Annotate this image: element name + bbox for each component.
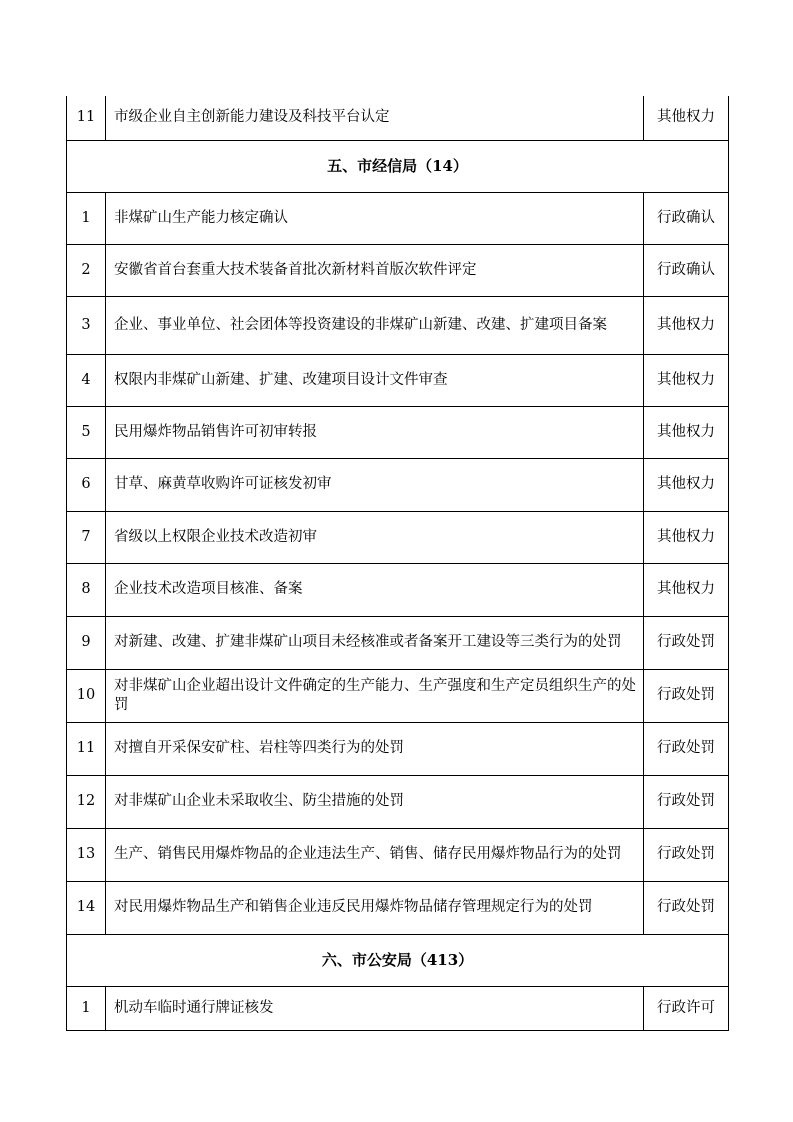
power-item-name: 非煤矿山生产能力核定确认: [106, 192, 644, 244]
power-item-name: 企业技术改造项目核准、备案: [106, 563, 644, 616]
power-type: 行政处罚: [644, 616, 729, 669]
power-type: 其他权力: [644, 406, 729, 458]
power-type: 其他权力: [644, 96, 729, 140]
section-header-row: [67, 934, 729, 986]
row-number: 1: [67, 986, 106, 1030]
power-item-name: 权限内非煤矿山新建、扩建、改建项目设计文件审查: [106, 354, 644, 406]
table-row: [67, 354, 729, 406]
row-number: 6: [67, 458, 106, 511]
power-type: 其他权力: [644, 354, 729, 406]
power-item-name: 对新建、改建、扩建非煤矿山项目未经核准或者备案开工建设等三类行为的处罚: [106, 616, 644, 669]
section-header-row: [67, 140, 729, 192]
table-row: [67, 986, 729, 1030]
power-type: 行政处罚: [644, 775, 729, 828]
table-row: [67, 244, 729, 296]
row-number: 2: [67, 244, 106, 296]
power-type: 行政确认: [644, 192, 729, 244]
power-type: 行政确认: [644, 244, 729, 296]
power-type: 行政处罚: [644, 881, 729, 934]
table-row: [67, 192, 729, 244]
table-row: [67, 458, 729, 511]
table-row: [67, 296, 729, 354]
row-number: 11: [67, 96, 106, 140]
power-item-name: 安徽省首台套重大技术装备首批次新材料首版次软件评定: [106, 244, 644, 296]
row-number: 14: [67, 881, 106, 934]
power-type: 行政处罚: [644, 669, 729, 722]
power-item-name: 对擅自开采保安矿柱、岩柱等四类行为的处罚: [106, 722, 644, 775]
table-row: [67, 563, 729, 616]
row-number: 1: [67, 192, 106, 244]
row-number: 12: [67, 775, 106, 828]
table-row: [67, 616, 729, 669]
power-item-name: 省级以上权限企业技术改造初审: [106, 511, 644, 563]
row-number: 4: [67, 354, 106, 406]
row-number: 5: [67, 406, 106, 458]
power-list-table: [66, 96, 729, 1031]
power-type: 其他权力: [644, 511, 729, 563]
power-item-name: 对非煤矿山企业超出设计文件确定的生产能力、生产强度和生产定员组织生产的处罚: [106, 669, 644, 722]
power-type: 其他权力: [644, 563, 729, 616]
power-item-name: 市级企业自主创新能力建设及科技平台认定: [106, 96, 644, 140]
power-item-name: 机动车临时通行牌证核发: [106, 986, 644, 1030]
power-type: 其他权力: [644, 458, 729, 511]
table-row: [67, 96, 729, 140]
power-type: 行政处罚: [644, 828, 729, 881]
row-number: 10: [67, 669, 106, 722]
table-row: [67, 722, 729, 775]
row-number: 13: [67, 828, 106, 881]
section-title: 六、市公安局（413）: [67, 934, 729, 986]
row-number: 7: [67, 511, 106, 563]
power-type: 其他权力: [644, 296, 729, 354]
power-item-name: 民用爆炸物品销售许可初审转报: [106, 406, 644, 458]
power-item-name: 企业、事业单位、社会团体等投资建设的非煤矿山新建、改建、扩建项目备案: [106, 296, 644, 354]
row-number: 11: [67, 722, 106, 775]
power-item-name: 甘草、麻黄草收购许可证核发初审: [106, 458, 644, 511]
row-number: 8: [67, 563, 106, 616]
power-item-name: 对非煤矿山企业未采取收尘、防尘措施的处罚: [106, 775, 644, 828]
power-item-name: 生产、销售民用爆炸物品的企业违法生产、销售、储存民用爆炸物品行为的处罚: [106, 828, 644, 881]
table-row: [67, 828, 729, 881]
row-number: 3: [67, 296, 106, 354]
table-row: [67, 511, 729, 563]
table-row: [67, 406, 729, 458]
table-row: [67, 669, 729, 722]
row-number: 9: [67, 616, 106, 669]
section-title: 五、市经信局（14）: [67, 140, 729, 192]
table-row: [67, 775, 729, 828]
power-type: 行政许可: [644, 986, 729, 1030]
power-type: 行政处罚: [644, 722, 729, 775]
power-item-name: 对民用爆炸物品生产和销售企业违反民用爆炸物品储存管理规定行为的处罚: [106, 881, 644, 934]
table-row: [67, 881, 729, 934]
